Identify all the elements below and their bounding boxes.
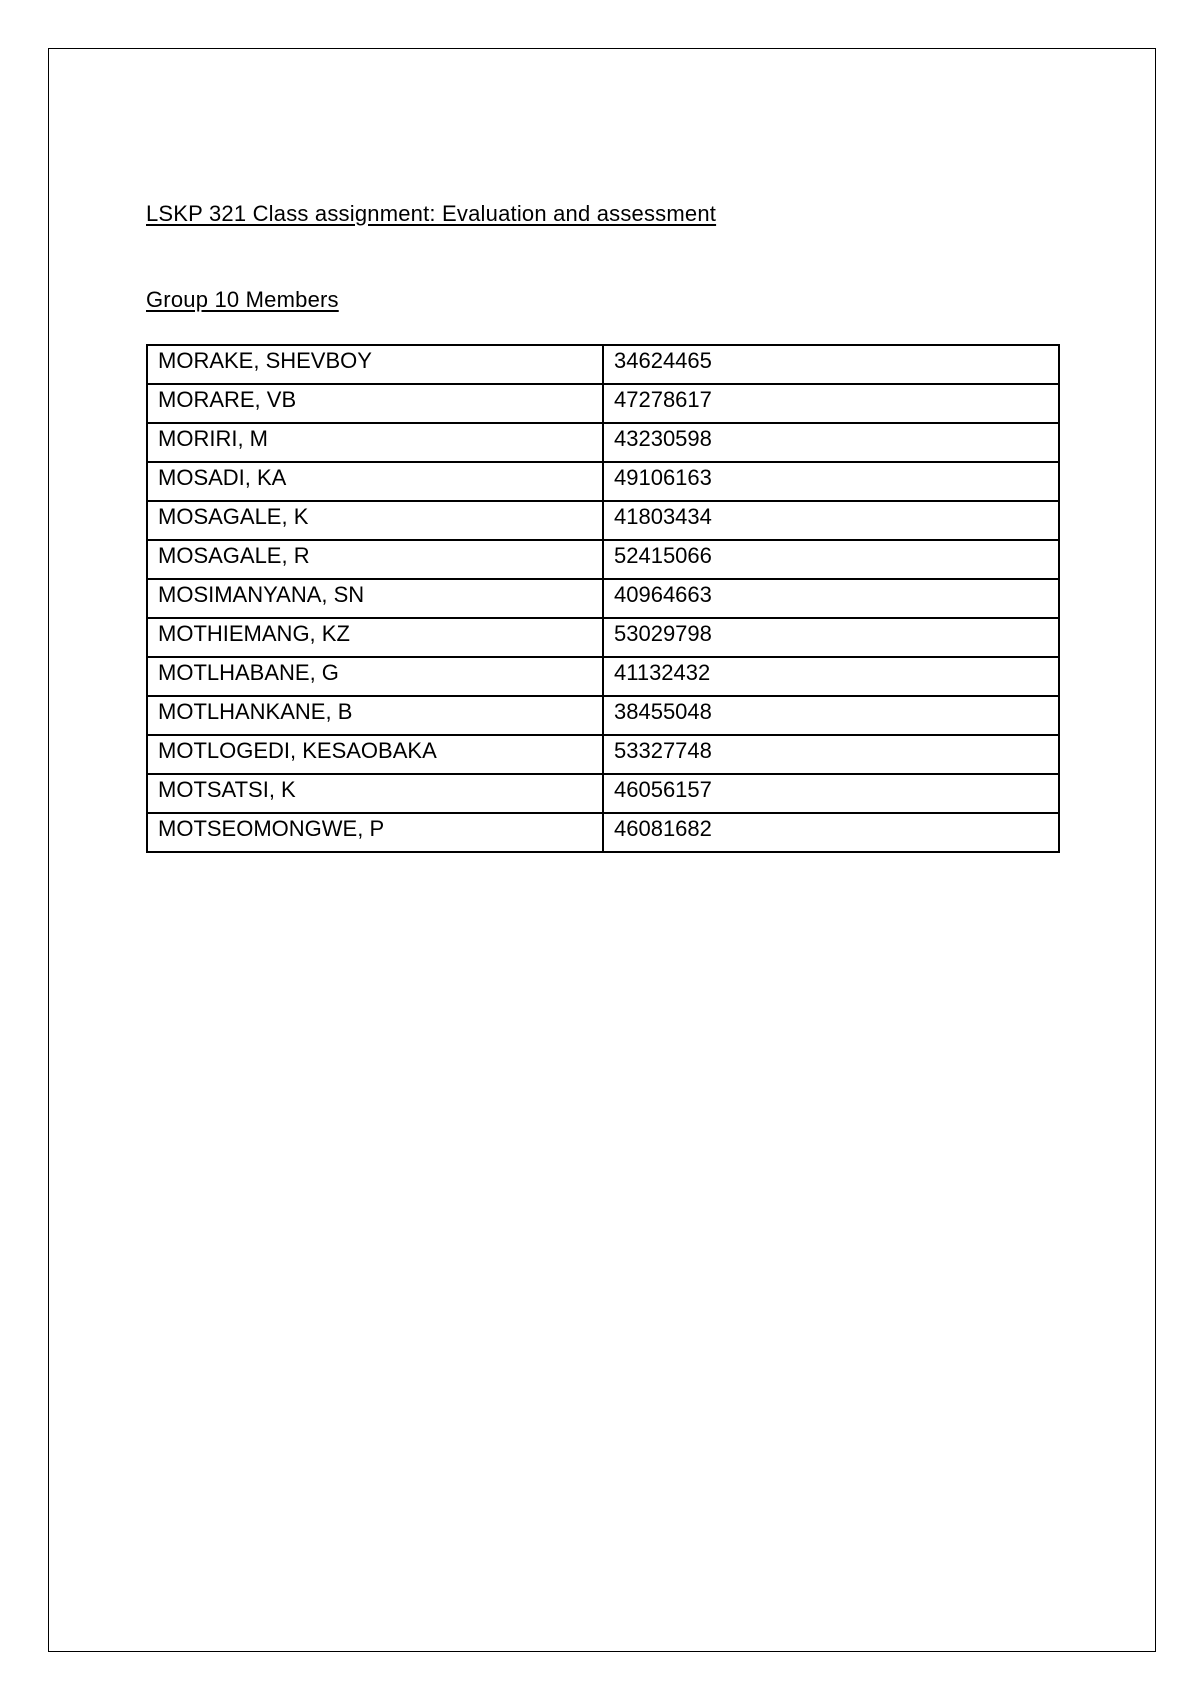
member-id-cell: 40964663 xyxy=(603,579,1059,618)
member-id-cell: 49106163 xyxy=(603,462,1059,501)
member-name-cell: MORAKE, SHEVBOY xyxy=(147,345,603,384)
member-id-cell: 47278617 xyxy=(603,384,1059,423)
member-name-cell: MOTSATSI, K xyxy=(147,774,603,813)
member-id-cell: 38455048 xyxy=(603,696,1059,735)
table-row xyxy=(147,774,1059,813)
document-title: LSKP 321 Class assignment: Evaluation and assessment xyxy=(146,201,717,226)
member-id-cell: 53327748 xyxy=(603,735,1059,774)
member-id-cell: 34624465 xyxy=(603,345,1059,384)
member-id-cell: 43230598 xyxy=(603,423,1059,462)
member-name-cell: MOSAGALE, R xyxy=(147,540,603,579)
member-name-cell: MOSAGALE, K xyxy=(147,501,603,540)
member-name-cell: MOSIMANYANA, SN xyxy=(147,579,603,618)
table-row xyxy=(147,657,1059,696)
table-row xyxy=(147,813,1059,852)
member-id-cell: 53029798 xyxy=(603,618,1059,657)
table-row xyxy=(147,423,1059,462)
table-row xyxy=(147,579,1059,618)
table-row xyxy=(147,501,1059,540)
member-name-cell: MOTHIEMANG, KZ xyxy=(147,618,603,657)
table-row xyxy=(147,696,1059,735)
member-name-cell: MORARE, VB xyxy=(147,384,603,423)
member-name-cell: MOTLOGEDI, KESAOBAKA xyxy=(147,735,603,774)
member-name-cell: MOTLHANKANE, B xyxy=(147,696,603,735)
table-row xyxy=(147,618,1059,657)
member-id-cell: 41803434 xyxy=(603,501,1059,540)
member-name-cell: MOTSEOMONGWE, P xyxy=(147,813,603,852)
member-name-cell: MOSADI, KA xyxy=(147,462,603,501)
member-id-cell: 46056157 xyxy=(603,774,1059,813)
members-table xyxy=(146,344,1060,853)
members-table-body xyxy=(147,345,1059,852)
table-row xyxy=(147,735,1059,774)
table-row xyxy=(147,540,1059,579)
table-row xyxy=(147,384,1059,423)
member-id-cell: 41132432 xyxy=(603,657,1059,696)
member-name-cell: MORIRI, M xyxy=(147,423,603,462)
member-id-cell: 46081682 xyxy=(603,813,1059,852)
group-heading: Group 10 Members xyxy=(146,287,339,312)
member-name-cell: MOTLHABANE, G xyxy=(147,657,603,696)
member-id-cell: 52415066 xyxy=(603,540,1059,579)
table-row xyxy=(147,345,1059,384)
table-row xyxy=(147,462,1059,501)
